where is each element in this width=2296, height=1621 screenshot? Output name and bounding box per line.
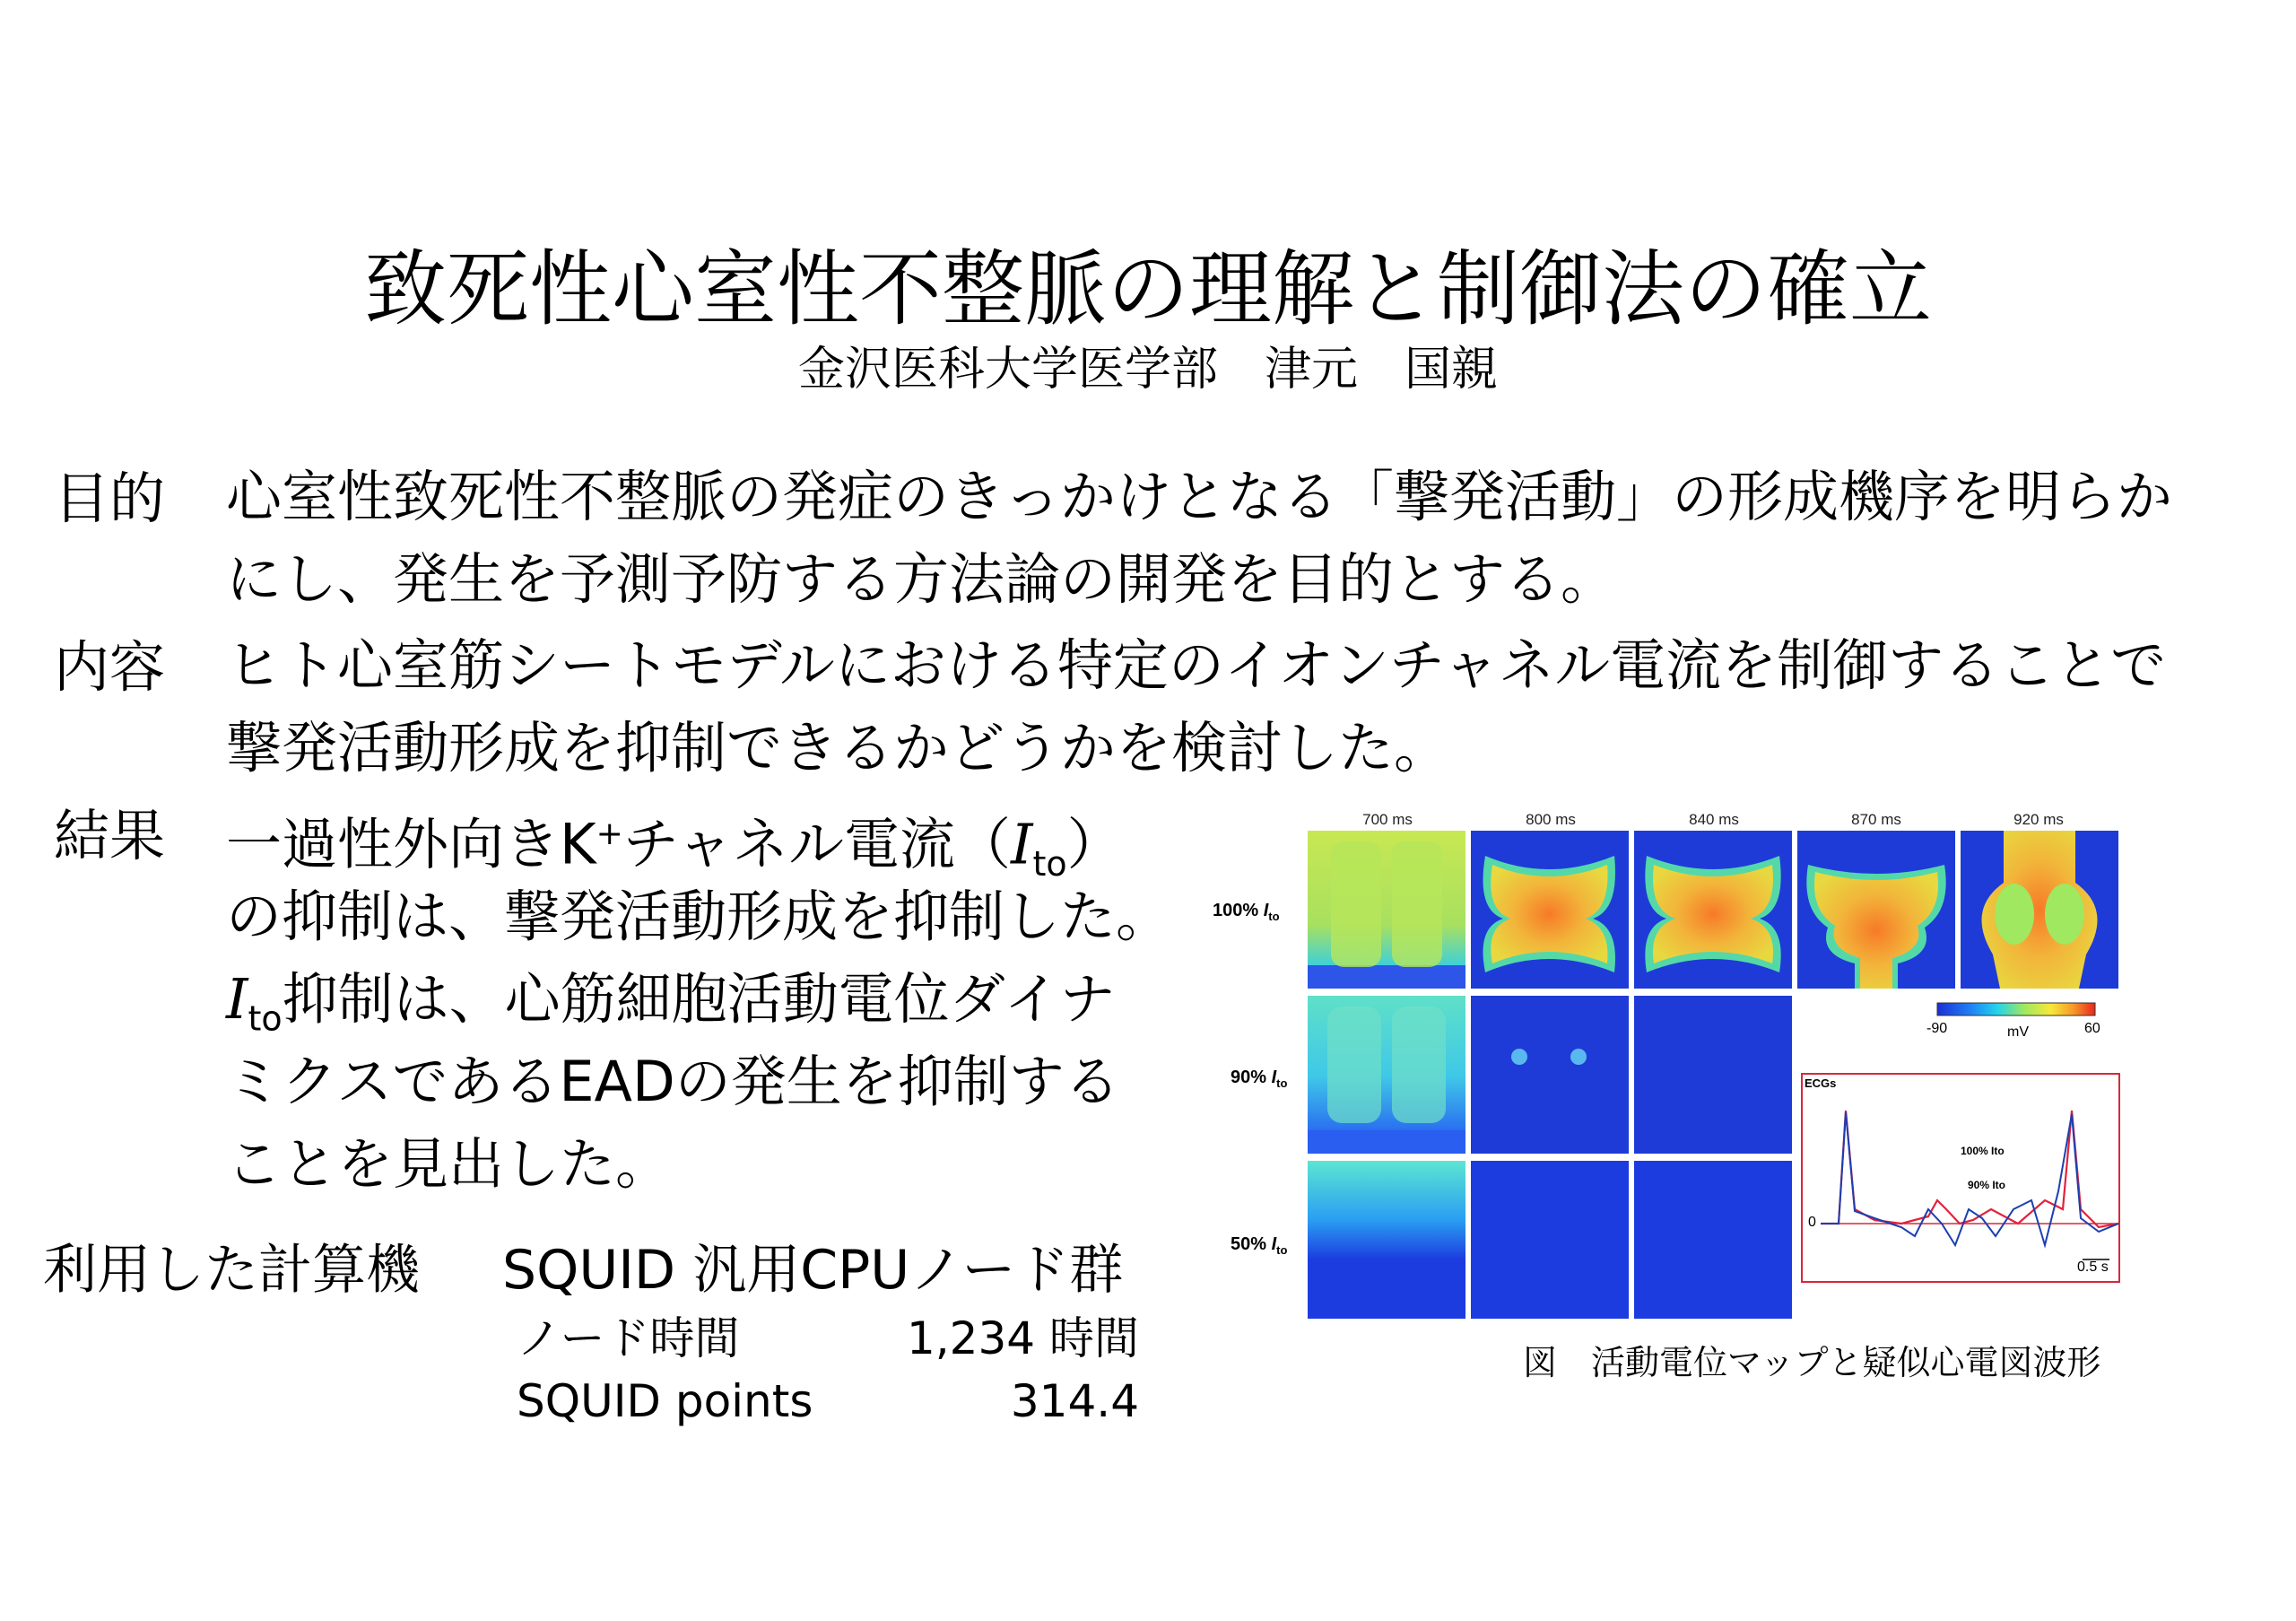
points-value: 314.4 [1010, 1375, 1139, 1427]
purpose-label: 目的 [54, 466, 166, 531]
time-label-800: 800 ms [1526, 811, 1576, 828]
time-label-920: 920 ms [2013, 811, 2064, 828]
result-line-2: の抑制は、撃発活動形成を抑制した。 [226, 884, 1172, 949]
purpose-line-2: にし、発生を予測予防する方法論の開発を目的とする。 [226, 546, 1617, 612]
purpose-line-1: 心室性致死性不整脈の発症のきっかけとなる「撃発活動」の形成機序を明らか [226, 464, 2173, 529]
panel-90-800 [1471, 996, 1629, 1154]
ecg-panel [1801, 1073, 2120, 1283]
result-label: 結果 [54, 803, 166, 868]
compute-system: SQUID 汎用CPUノード群 [502, 1239, 1124, 1302]
ecg-zero: 0 [1808, 1215, 1816, 1230]
node-hours-label: ノード時間 [517, 1312, 740, 1364]
content-line-2: 撃発活動形成を抑制できるかどうかを検討した。 [226, 715, 1450, 780]
ecg-legend-90: 90% Ito [1968, 1179, 2006, 1191]
panel-50-800 [1471, 1161, 1629, 1319]
result-line-4: ミクスであるEADの発生を抑制する [226, 1049, 1120, 1114]
row-label-50: 50% $I_{to}$ [1231, 1234, 1288, 1257]
author-line: 金沢医科大学医学部 津元 国親 [797, 343, 1498, 397]
time-label-840: 840 ms [1689, 811, 1739, 828]
content-label: 内容 [54, 634, 166, 700]
result-line-5: ことを見出した。 [226, 1131, 672, 1197]
node-hours-value: 1,234 時間 [906, 1312, 1139, 1364]
colorbar [1937, 1003, 2095, 1015]
colorbar-min: -90 [1926, 1021, 1948, 1036]
colorbar-unit: mV [2007, 1024, 2029, 1040]
time-label-700: 700 ms [1362, 811, 1413, 828]
panel-100-870 [1797, 831, 1955, 989]
panel-90-840 [1634, 996, 1792, 1154]
ecg-scale-label: 0.5 s [2077, 1259, 2109, 1275]
panel-50-700 [1308, 1161, 1465, 1319]
time-label-870: 870 ms [1851, 811, 1901, 828]
row-label-100: 100% $I_{to}$ [1213, 901, 1280, 923]
panel-100-800 [1471, 831, 1629, 989]
ecg-title: ECGs [1805, 1076, 1837, 1090]
panel-90-700 [1308, 996, 1465, 1154]
panel-100-920 [1961, 831, 2118, 989]
panel-50-840 [1634, 1161, 1792, 1319]
colorbar-max: 60 [2084, 1021, 2100, 1036]
row-label-90: 90% $I_{to}$ [1231, 1068, 1288, 1090]
compute-label: 利用した計算機 [43, 1239, 420, 1302]
result-line-1: 一過性外向きK+チャネル電流$(I_{to})$ [226, 811, 1123, 885]
panel-100-700 [1308, 831, 1465, 989]
ecg-traces [1803, 1075, 2118, 1281]
content-line-1: ヒト心室筋シートモデルにおける特定のイオンチャネル電流を制御することで [226, 632, 2167, 698]
panel-100-840 [1634, 831, 1792, 989]
page-title: 致死性心室性不整脈の理解と制御法の確立 [363, 241, 1932, 337]
figure-caption: 図 活動電位マップと疑似心電図波形 [1523, 1343, 2101, 1382]
ecg-legend-100: 100% Ito [1961, 1145, 2005, 1157]
points-label: SQUID points [517, 1375, 813, 1427]
result-line-3: $I_{to}$抑制は、心筋細胞活動電位ダイナ [226, 966, 1116, 1039]
